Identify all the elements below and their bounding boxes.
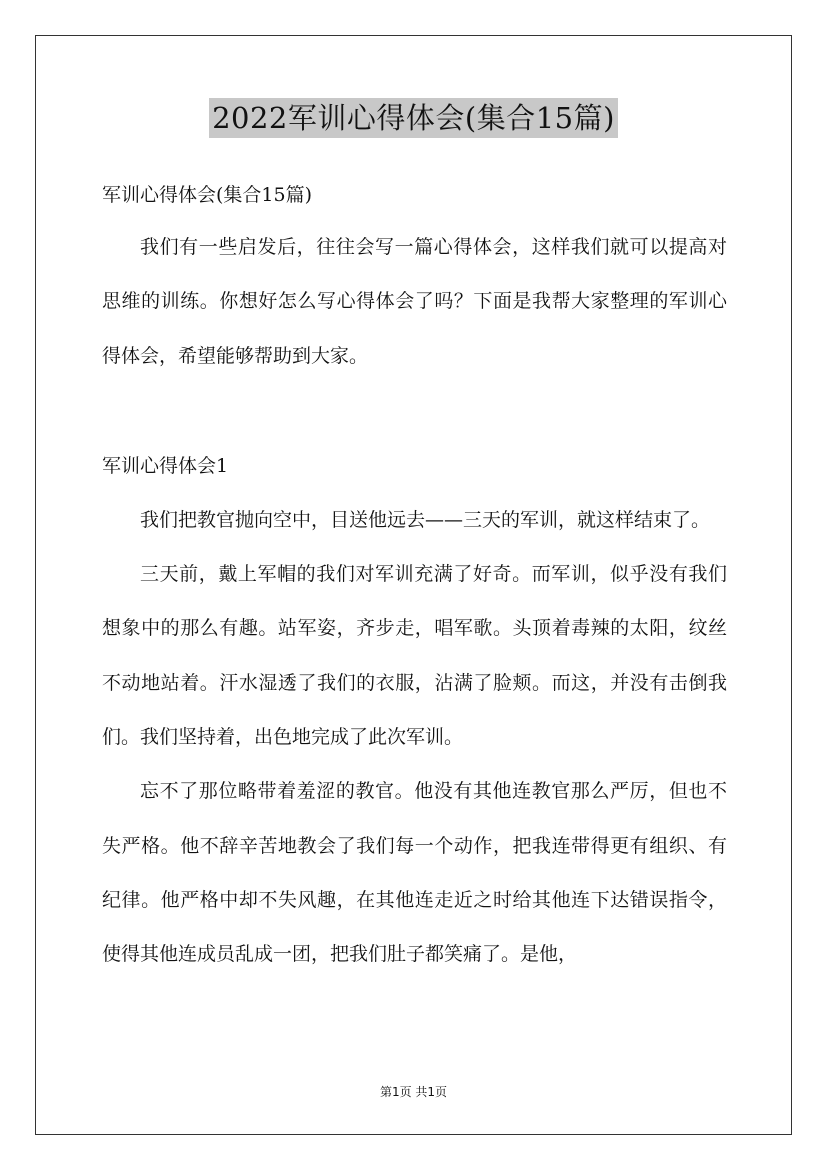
body-paragraph: 忘不了那位略带着羞涩的教官。他没有其他连教官那么严厉，但也不失严格。他不辞辛苦地教会了我们每一个动作，把我连带得更有组织、有纪律。他严格中却不失风趣，在其他连走近之时给其他连下达错误指令，使得其他连成员乱成一团，把我们肚子都笑痛了。是他， — [102, 780, 727, 966]
intro-paragraph: 我们有一些启发后，往往会写一篇心得体会，这样我们就可以提高对思维的训练。你想好怎么写心得体会了吗？下面是我帮大家整理的军训心得体会，希望能够帮助到大家。 — [102, 236, 727, 367]
body-paragraph: 三天前，戴上军帽的我们对军训充满了好奇。而军训，似乎没有我们想象中的那么有趣。站军姿，齐步走，唱军歌。头顶着毒辣的太阳，纹丝不动地站着。汗水湿透了我们的衣服，沾满了脸颊。而这，并没有击倒我们。我们坚持着，出色地完成了此次军训。 — [102, 563, 727, 749]
section-spacer — [102, 383, 727, 439]
section-heading: 军训心得体会1 — [102, 454, 229, 477]
title-container — [0, 98, 827, 138]
document-title: 2022军训心得体会(集合15篇) — [209, 98, 618, 138]
page-footer: 第1页 共1页 — [379, 1085, 448, 1099]
document-subtitle: 军训心得体会(集合15篇) — [102, 184, 313, 206]
body-paragraph: 我们把教官抛向空中，目送他远去——三天的军训，就这样结束了。 — [140, 508, 711, 531]
document-body — [102, 170, 727, 982]
